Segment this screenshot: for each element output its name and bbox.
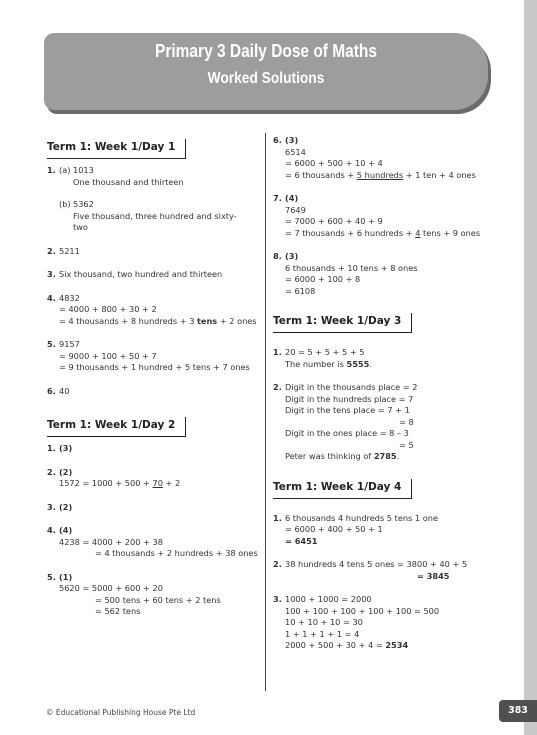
question-day2-5: 5. (1) 5620 = 5000 + 600 + 20 = 500 tens + 60 tens + 2 tens = 562 tens bbox=[47, 571, 221, 616]
copyright-footer: © Educational Publishing House Pte Ltd bbox=[46, 708, 196, 717]
question-day1-6: 6. 40 bbox=[47, 385, 70, 396]
section-heading-day4: Term 1: Week 1/Day 4 bbox=[273, 479, 412, 499]
question-day2-7: 7. (4) 7649 = 7000 + 600 + 40 + 9 = 7 thousands + 6 hundreds + 4 tens + 9 ones bbox=[273, 193, 481, 238]
question-day2-8: 8. (3) 6 thousands + 10 tens + 8 ones = 6000 + 100 + 8 = 6108 bbox=[273, 251, 418, 296]
question-day4-1: 1. 6 thousands 4 hundreds 5 tens 1 one = 6000 + 400 + 50 + 1 = 6451 bbox=[273, 512, 438, 546]
question-day2-1: 1. (3) bbox=[47, 443, 73, 453]
question-day1-2: 2. 5211 bbox=[47, 245, 80, 256]
question-day3-2: 2. Digit in the thousands place = 2 Digit in the hundreds place = 7 Digit in the tens place = 7 + 1 = 8 Digit in the ones place = 8 – 3 = 5 Peter was thinking of 2785. bbox=[273, 382, 418, 461]
page-number: 383 bbox=[499, 700, 537, 722]
question-day3-1: 1. 20 = 5 + 5 + 5 + 5 The number is 5555. bbox=[273, 347, 372, 369]
question-day1-4: 4. 4832 = 4000 + 800 + 30 + 2 = 4 thousands + 8 hundreds + 3 tens + 2 ones bbox=[47, 292, 257, 326]
question-day4-3: 3. 1000 + 1000 = 2000 100 + 100 + 100 + 100 + 100 = 500 10 + 10 + 10 = 30 1 + 1 + 1 + 1 = 4 2000 + 500 + 30 + 4 = 2534 bbox=[273, 594, 440, 650]
page-edge-strip bbox=[524, 0, 537, 735]
question-day1-5: 5. 9157 = 9000 + 100 + 50 + 7 = 9 thousands + 1 hundred + 5 tens + 7 ones bbox=[47, 339, 250, 372]
question-day2-2: 2. (2) 1572 = 1000 + 500 + 70 + 2 bbox=[47, 466, 181, 488]
question-day1-1: 1. (a) 1013 One thousand and thirteen (b) 5362 Five thousand, three hundred and sixty- two bbox=[47, 165, 237, 232]
section-heading-day1: Term 1: Week 1/Day 1 bbox=[47, 139, 186, 159]
question-day2-4: 4. (4) 4238 = 4000 + 200 + 38 = 4 thousands + 2 hundreds + 38 ones bbox=[47, 525, 258, 558]
page-subtitle: Worked Solutions bbox=[207, 70, 325, 87]
question-day4-2: 2. 38 hundreds 4 tens 5 ones = 3800 + 40 + 5 = 3845 bbox=[273, 559, 468, 581]
section-heading-day3: Term 1: Week 1/Day 3 bbox=[273, 313, 412, 333]
column-divider bbox=[265, 133, 266, 691]
question-day2-6: 6. (3) 6514 = 6000 + 500 + 10 + 4 = 6 thousands + 5 hundreds + 1 ten + 4 ones bbox=[273, 135, 476, 180]
question-day2-3: 3. (2) bbox=[47, 501, 73, 512]
right-column bbox=[273, 135, 513, 664]
page-title: Primary 3 Daily Dose of Maths bbox=[155, 41, 377, 61]
section-heading-day2: Term 1: Week 1/Day 2 bbox=[47, 417, 186, 437]
question-day1-3: 3. Six thousand, two hundred and thirteen bbox=[47, 269, 223, 279]
title-banner bbox=[44, 33, 488, 110]
left-column bbox=[47, 135, 262, 630]
